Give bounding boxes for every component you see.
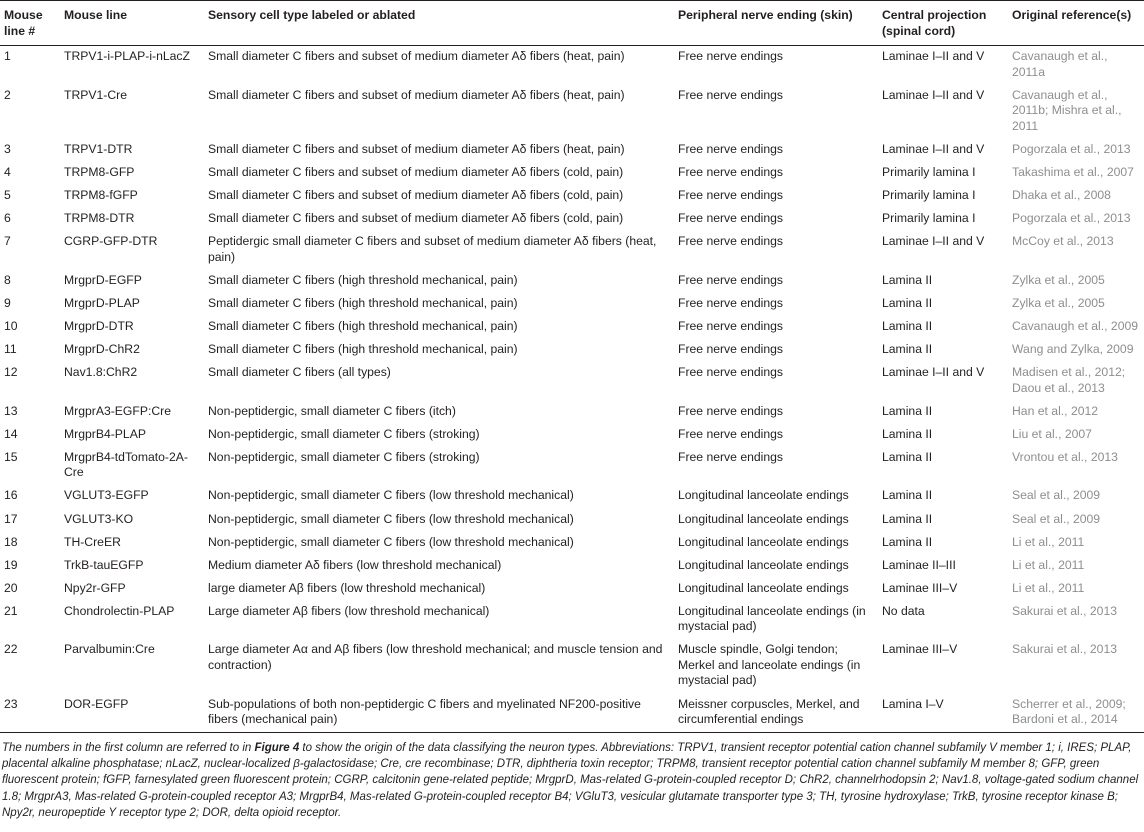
cell-mouse-line-number: 19 <box>4 557 18 572</box>
cell-sensory-cell-type: Small diameter C fibers (high threshold mechanical, pain) <box>208 341 518 356</box>
cell-peripheral-nerve-ending: Free nerve endings <box>678 365 784 380</box>
cell-peripheral-nerve-ending: Free nerve endings <box>678 141 784 156</box>
cell-original-reference: Li et al., 2011 <box>1012 557 1085 572</box>
table-row <box>0 555 1144 578</box>
cell-original-reference: Takashima et al., 2007 <box>1012 164 1134 179</box>
cell-sensory-cell-type: large diameter Aβ fibers (low threshold mechanical) <box>208 580 486 595</box>
cell-mouse-line-number: 2 <box>4 87 11 102</box>
cell-mouse-line-number: 17 <box>4 511 18 526</box>
cell-mouse-line: MrgprA3-EGFP:Cre <box>64 403 171 418</box>
cell-original-reference: Zylka et al., 2005 <box>1012 272 1105 287</box>
cell-peripheral-nerve-ending: Free nerve endings <box>678 272 784 287</box>
cell-original-reference: Seal et al., 2009 <box>1012 488 1101 503</box>
cell-sensory-cell-type: Small diameter C fibers (high threshold mechanical, pain) <box>208 295 518 310</box>
table-row <box>0 85 1144 139</box>
cell-mouse-line: TH-CreER <box>64 534 121 549</box>
cell-peripheral-nerve-ending: Longitudinal lanceolate endings <box>678 557 849 572</box>
cell-original-reference: Zylka et al., 2005 <box>1012 295 1105 310</box>
cell-original-reference: Han et al., 2012 <box>1012 403 1099 418</box>
cell-original-reference: Madisen et al., 2012; Daou et al., 2013 <box>1012 365 1126 395</box>
cell-sensory-cell-type: Medium diameter Aδ fibers (low threshold mechanical) <box>208 557 502 572</box>
cell-sensory-cell-type: Small diameter C fibers and subset of medium diameter Aδ fibers (cold, pain) <box>208 210 624 225</box>
cell-mouse-line: Chondrolectin-PLAP <box>64 603 175 618</box>
cell-original-reference: Wang and Zylka, 2009 <box>1012 341 1134 356</box>
cell-original-reference: Scherrer et al., 2009; Bardoni et al., 2014 <box>1008 694 1144 733</box>
table-row <box>0 339 1144 362</box>
cell-mouse-line: TRPV1-Cre <box>64 87 127 102</box>
cell-sensory-cell-type: Non-peptidergic, small diameter C fibers (itch) <box>208 403 456 418</box>
table-row <box>0 46 1144 85</box>
cell-mouse-line-number: 5 <box>4 187 11 202</box>
cell-sensory-cell-type: Large diameter Aα and Aβ fibers (low threshold mechanical; and muscle tension and contraction) <box>208 642 663 672</box>
cell-original-reference: Dhaka et al., 2008 <box>1012 187 1111 202</box>
cell-mouse-line-number: 6 <box>4 210 11 225</box>
cell-peripheral-nerve-ending: Free nerve endings <box>678 341 784 356</box>
cell-original-reference: Sakurai et al., 2013 <box>1012 642 1118 657</box>
cell-peripheral-nerve-ending: Free nerve endings <box>678 49 784 63</box>
cell-mouse-line-number: 20 <box>4 580 18 595</box>
cell-sensory-cell-type: Small diameter C fibers and subset of medium diameter Aδ fibers (heat, pain) <box>208 87 625 102</box>
cell-central-projection: Laminae III–V <box>882 642 958 657</box>
cell-peripheral-nerve-ending: Free nerve endings <box>678 210 784 225</box>
cell-mouse-line: VGLUT3-KO <box>64 511 134 526</box>
cell-mouse-line-number: 13 <box>4 403 18 418</box>
header-row <box>0 1 1144 46</box>
cell-mouse-line: TRPV1-i-PLAP-i-nLacZ <box>64 49 190 63</box>
cell-sensory-cell-type: Small diameter C fibers (high threshold mechanical, pain) <box>208 318 518 333</box>
cell-original-reference: Liu et al., 2007 <box>1012 426 1092 441</box>
cell-mouse-line: TRPM8-fGFP <box>64 187 138 202</box>
cell-mouse-line: MrgprD-DTR <box>64 318 134 333</box>
cell-mouse-line: MrgprB4-tdTomato-2A-Cre <box>64 449 188 480</box>
table-row <box>0 485 1144 508</box>
cell-original-reference: Sakurai et al., 2013 <box>1012 603 1118 618</box>
cell-sensory-cell-type: Non-peptidergic, small diameter C fibers (low threshold mechanical) <box>208 488 574 503</box>
figure-reference: Figure 4 <box>254 742 300 754</box>
cell-central-projection: Lamina I–V <box>878 694 1008 733</box>
header-peripheral-nerve-ending: Peripheral nerve ending (skin) <box>674 1 878 46</box>
cell-peripheral-nerve-ending: Free nerve endings <box>678 426 784 441</box>
cell-mouse-line-number: 11 <box>4 341 17 356</box>
cell-mouse-line-number: 22 <box>4 642 18 657</box>
table-body <box>0 46 1144 733</box>
cell-central-projection: Lamina II <box>882 272 933 287</box>
cell-central-projection: Primarily lamina I <box>882 164 976 179</box>
cell-sensory-cell-type: Small diameter C fibers and subset of medium diameter Aδ fibers (cold, pain) <box>208 187 624 202</box>
header-sensory-cell-type: Sensory cell type labeled or ablated <box>204 1 674 46</box>
cell-mouse-line: Nav1.8:ChR2 <box>64 365 138 380</box>
cell-original-reference: Pogorzala et al., 2013 <box>1012 141 1131 156</box>
cell-original-reference: Seal et al., 2009 <box>1012 511 1101 526</box>
cell-peripheral-nerve-ending: Free nerve endings <box>678 449 784 464</box>
cell-mouse-line: TrkB-tauEGFP <box>64 557 144 572</box>
cell-peripheral-nerve-ending: Longitudinal lanceolate endings <box>678 488 849 503</box>
cell-central-projection: Laminae I–II and V <box>882 365 985 380</box>
cell-central-projection: Lamina II <box>882 426 933 441</box>
cell-peripheral-nerve-ending: Free nerve endings <box>678 234 784 249</box>
cell-mouse-line: MrgprD-ChR2 <box>64 341 140 356</box>
cell-original-reference: Vrontou et al., 2013 <box>1012 449 1118 464</box>
cell-mouse-line-number: 10 <box>4 318 18 333</box>
cell-sensory-cell-type: Small diameter C fibers and subset of medium diameter Aδ fibers (heat, pain) <box>208 141 625 156</box>
cell-mouse-line: Parvalbumin:Cre <box>64 642 155 657</box>
cell-mouse-line-number: 21 <box>4 603 18 618</box>
cell-mouse-line: MrgprD-PLAP <box>64 295 140 310</box>
cell-mouse-line-number: 4 <box>4 164 11 179</box>
table-row <box>0 316 1144 339</box>
cell-central-projection: No data <box>882 603 925 618</box>
header-mouse-line: Mouse line <box>60 1 204 46</box>
table-row <box>0 362 1144 401</box>
cell-peripheral-nerve-ending: Longitudinal lanceolate endings (in mystacial pad) <box>678 603 866 634</box>
header-mouse-line-number: Mouse line # <box>0 1 60 46</box>
table-row <box>0 293 1144 316</box>
cell-peripheral-nerve-ending: Longitudinal lanceolate endings <box>678 511 849 526</box>
cell-sensory-cell-type: Non-peptidergic, small diameter C fibers (stroking) <box>208 426 480 441</box>
cell-original-reference: Cavanaugh et al., 2009 <box>1012 318 1139 333</box>
cell-central-projection: Laminae I–II and V <box>882 234 985 249</box>
cell-sensory-cell-type: Small diameter C fibers (high threshold mechanical, pain) <box>208 272 518 287</box>
cell-sensory-cell-type: Small diameter C fibers and subset of medium diameter Aδ fibers (cold, pain) <box>208 164 624 179</box>
cell-mouse-line-number: 3 <box>4 141 11 156</box>
cell-sensory-cell-type: Small diameter C fibers (all types) <box>208 365 391 380</box>
cell-central-projection: Lamina II <box>882 534 933 549</box>
cell-peripheral-nerve-ending: Longitudinal lanceolate endings <box>678 534 849 549</box>
cell-mouse-line: MrgprD-EGFP <box>64 272 142 287</box>
table-row <box>0 401 1144 424</box>
cell-central-projection: Lamina II <box>882 403 933 418</box>
cell-peripheral-nerve-ending: Free nerve endings <box>678 318 784 333</box>
cell-central-projection: Laminae I–II and V <box>882 49 985 63</box>
cell-central-projection: Primarily lamina I <box>882 210 976 225</box>
cell-sensory-cell-type: Non-peptidergic, small diameter C fibers (stroking) <box>208 449 480 464</box>
cell-peripheral-nerve-ending: Free nerve endings <box>678 187 784 202</box>
cell-mouse-line-number: 7 <box>4 234 11 249</box>
caption-text-rest: to show the origin of the data classifying the neuron types. Abbreviations: TRPV1, transient receptor potential cation channel subfamily V member 1; i, IRES; PLAP, placental alkaline phosphatase; nLacZ, nuclear-localized β-galactosidase; Cre, cre recombinase; DTR, diphtheria toxin receptor; TRPM8, transient receptor potential cation channel subfamily M member 8; GFP, green fluorescent protein; fGFP, farnesylated green fluorescent protein; CGRP, calcitonin gene-related peptide; MrgprD, Mas-related G-protein-coupled receptor D; ChR2, channelrhodopsin 2; Nav1.8, voltage-gated sodium channel 1.8; MrgprA3, Mas-related G-protein-coupled receptor A3; MrgprB4, Mas-related G-protein-coupled receptor B4; VGluT3, vesicular glutamate transporter type 3; TH, tyrosine hydroxylase; TrkB, tyrosine receptor kinase B; Npy2r, neuropeptide Y receptor type 2; DOR, delta opioid receptor. <box>2 742 1139 819</box>
cell-mouse-line-number: 9 <box>4 295 11 310</box>
cell-sensory-cell-type: Non-peptidergic, small diameter C fibers (low threshold mechanical) <box>208 534 574 549</box>
table-row <box>0 532 1144 555</box>
cell-sensory-cell-type: Small diameter C fibers and subset of medium diameter Aδ fibers (heat, pain) <box>208 49 625 63</box>
table-row <box>0 447 1144 486</box>
caption-text-start: The numbers in the first column are referred to in <box>2 742 255 754</box>
cell-mouse-line: TRPM8-GFP <box>64 164 135 179</box>
cell-original-reference: McCoy et al., 2013 <box>1012 234 1114 249</box>
cell-mouse-line: DOR-EGFP <box>60 694 204 733</box>
table-row <box>0 509 1144 532</box>
cell-mouse-line: Npy2r-GFP <box>64 580 126 595</box>
cell-mouse-line-number: 15 <box>4 449 18 464</box>
cell-central-projection: Lamina II <box>882 318 933 333</box>
cell-original-reference: Cavanaugh et al., 2011b; Mishra et al., 2011 <box>1012 87 1122 133</box>
cell-peripheral-nerve-ending: Meissner corpuscles, Merkel, and circumferential endings <box>674 694 878 733</box>
cell-mouse-line-number: 18 <box>4 534 18 549</box>
table-caption <box>2 740 1140 821</box>
table-row <box>0 639 1144 693</box>
cell-mouse-line: CGRP-GFP-DTR <box>64 234 158 249</box>
cell-mouse-line-number: 1 <box>4 49 11 63</box>
header-central-projection: Central projection (spinal cord) <box>878 1 1008 46</box>
cell-sensory-cell-type: Peptidergic small diameter C fibers and subset of medium diameter Aδ fibers (heat, pain) <box>208 234 657 264</box>
cell-peripheral-nerve-ending: Free nerve endings <box>678 164 784 179</box>
cell-central-projection: Lamina II <box>882 449 933 464</box>
cell-central-projection: Lamina II <box>882 295 933 310</box>
table-row <box>0 208 1144 231</box>
cell-original-reference: Li et al., 2011 <box>1012 534 1085 549</box>
cell-mouse-line-number: 16 <box>4 488 18 503</box>
table-row <box>0 231 1144 270</box>
table-row <box>0 578 1144 601</box>
table-row <box>0 139 1144 162</box>
table-row <box>0 185 1144 208</box>
cell-peripheral-nerve-ending: Free nerve endings <box>678 295 784 310</box>
cell-mouse-line: TRPM8-DTR <box>64 210 135 225</box>
table-row <box>0 601 1144 640</box>
cell-sensory-cell-type: Non-peptidergic, small diameter C fibers (low threshold mechanical) <box>208 511 574 526</box>
cell-central-projection: Lamina II <box>882 488 933 503</box>
cell-mouse-line: MrgprB4-PLAP <box>64 426 146 441</box>
cell-original-reference: Cavanaugh et al., 2011a <box>1012 49 1108 79</box>
table-row <box>0 270 1144 293</box>
cell-mouse-line-number: 23 <box>0 694 60 733</box>
cell-sensory-cell-type: Large diameter Aβ fibers (low threshold mechanical) <box>208 603 490 618</box>
table-header <box>0 1 1144 46</box>
header-original-reference: Original reference(s) <box>1008 1 1144 46</box>
cell-mouse-line: TRPV1-DTR <box>64 141 133 156</box>
cell-sensory-cell-type: Sub-populations of both non-peptidergic C fibers and myelinated NF200-positive fibers (mechanical pain) <box>204 694 674 733</box>
table-row <box>0 424 1144 447</box>
cell-peripheral-nerve-ending: Free nerve endings <box>678 87 784 102</box>
cell-central-projection: Laminae I–II and V <box>882 87 985 102</box>
cell-peripheral-nerve-ending: Free nerve endings <box>678 403 784 418</box>
cell-mouse-line-number: 8 <box>4 272 11 287</box>
cell-mouse-line-number: 14 <box>4 426 18 441</box>
cell-peripheral-nerve-ending: Longitudinal lanceolate endings <box>678 580 849 595</box>
cell-central-projection: Primarily lamina I <box>882 187 976 202</box>
cell-central-projection: Laminae III–V <box>882 580 958 595</box>
cell-central-projection: Lamina II <box>882 341 933 356</box>
table-row <box>0 162 1144 185</box>
cell-mouse-line: VGLUT3-EGFP <box>64 488 149 503</box>
cell-central-projection: Lamina II <box>882 511 933 526</box>
cell-original-reference: Pogorzala et al., 2013 <box>1012 210 1131 225</box>
table-row <box>0 694 1144 733</box>
cell-central-projection: Laminae II–III <box>882 557 956 572</box>
cell-central-projection: Laminae I–II and V <box>882 141 985 156</box>
cell-mouse-line-number: 12 <box>4 365 18 380</box>
cell-original-reference: Li et al., 2011 <box>1012 580 1085 595</box>
cell-peripheral-nerve-ending: Muscle spindle, Golgi tendon; Merkel and lanceolate endings (in mystacial pad) <box>678 642 861 688</box>
